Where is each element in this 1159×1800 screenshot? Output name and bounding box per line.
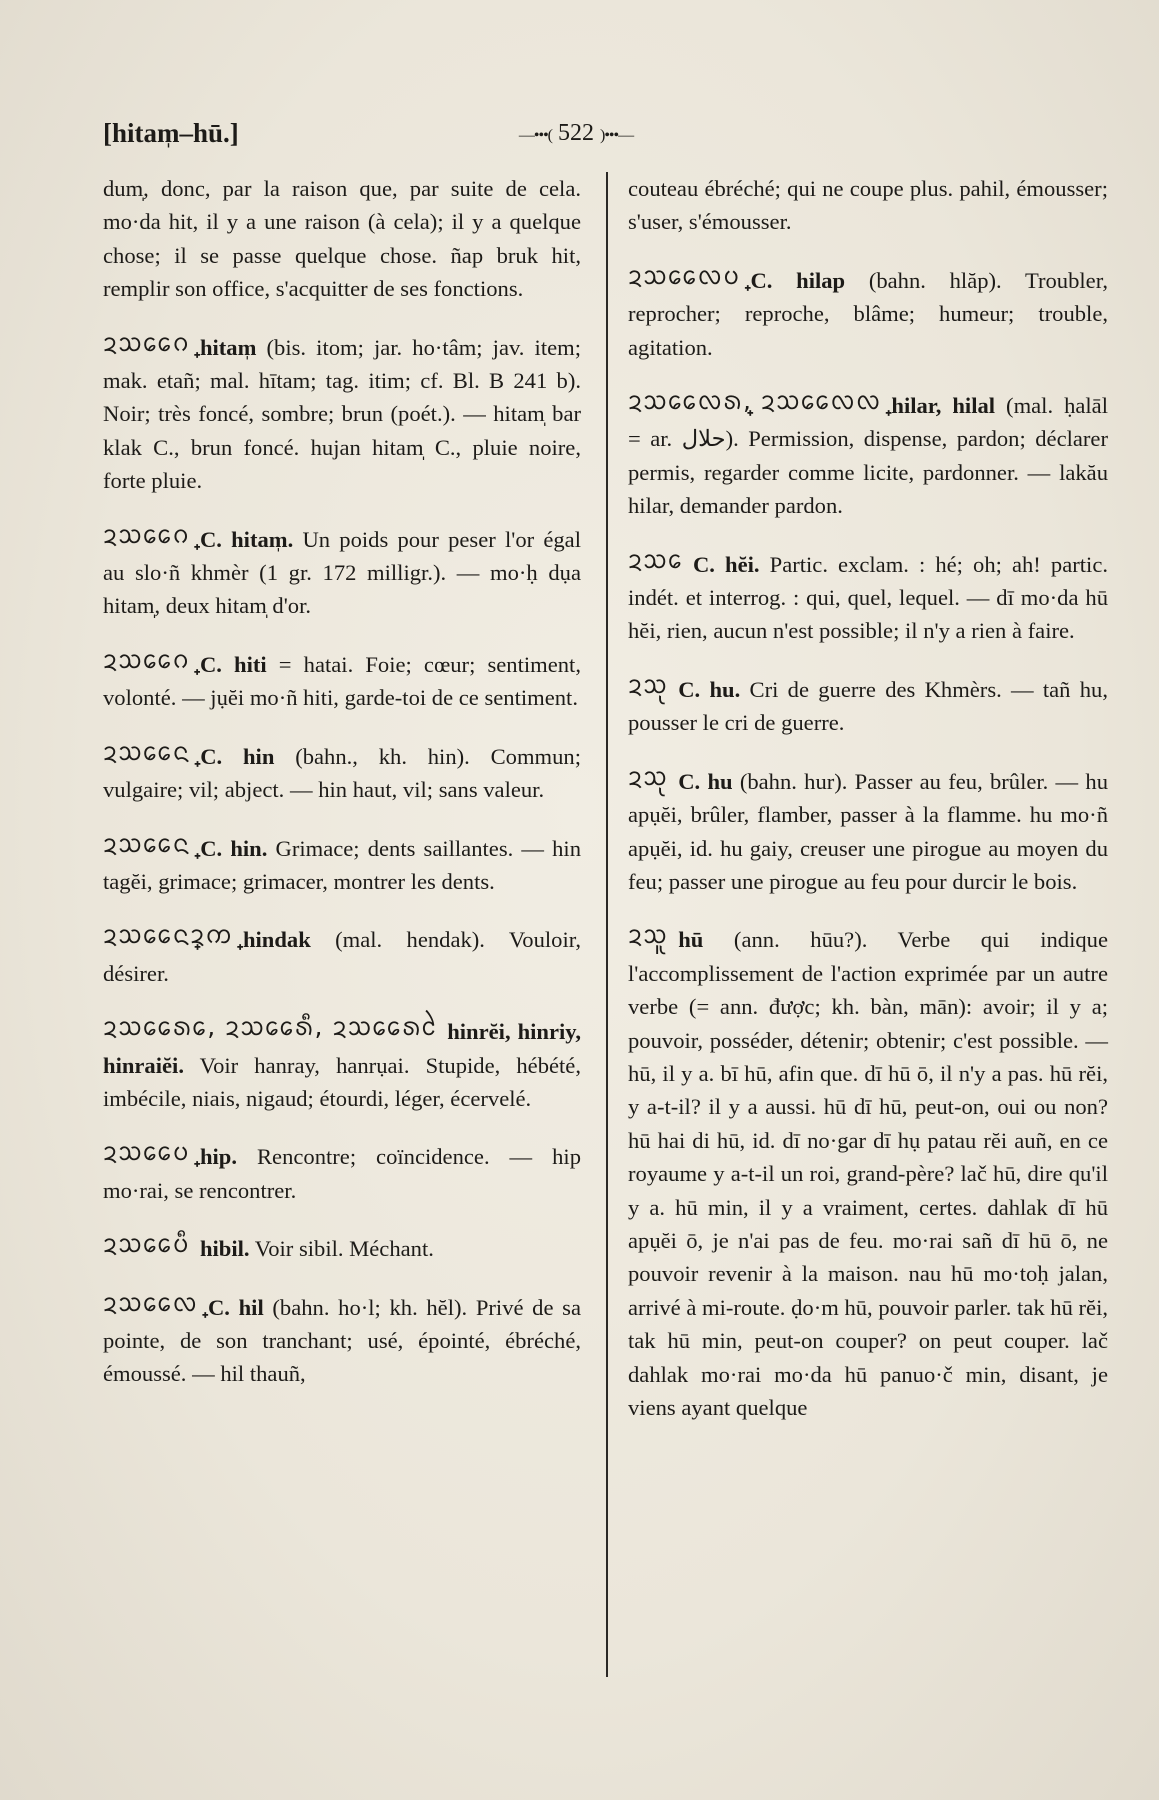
headword: C. hil [207, 1294, 264, 1320]
headword: C. hu. [678, 676, 741, 702]
cham-script-headword: ᨯᩈᩩ [628, 669, 669, 699]
entry-definition: Rencontre; coïncidence. — hip mo·rai, se rencontrer. [103, 1144, 581, 1203]
cham-script-headword: ᨯᩈᩯᨣ᩠ [103, 644, 190, 674]
cham-script-headword: ᨯᩈᩯᩃᩁ᩠, ᨯᩈᩯᩃᩃ᩠ [628, 386, 882, 416]
headword: C. hilap [750, 267, 846, 293]
cham-script-headword: ᨯᩈᩯᩁᩮ, ᨯᩈᩯᩁᩥ, ᨯᩈᩯᩁᩱ [103, 1012, 438, 1042]
headword: C. hitam̩. [199, 526, 294, 552]
cham-script-headword: ᨯᩈᩯᨶ᩠ [103, 736, 191, 766]
entry-definition: Partic. exclam. : hé; oh; ah! partic. indét. et interrog. : qui, quel, lequel. — dī mo·da hū hĕi, rien, aucun n'est possible; il n'y a rien à faire. [628, 551, 1108, 644]
headword: hū [678, 927, 704, 953]
entry-definition: (bahn. hlăp). Troubler, reprocher; reproche, blâme; humeur; trouble, agitation. [628, 267, 1108, 360]
dictionary-entry [628, 922, 1108, 1424]
headword: C. hin. [200, 835, 268, 861]
entry-definition: Voir hanray, hanrụai. Stupide, hébété, imbécile, niais, nigaud; étourdi, léger, écervelé. [103, 1052, 581, 1111]
dictionary-entry [103, 519, 581, 623]
cham-script-headword: ᨯᩈᩯᨶ᩠ᨯᨠ᩠ [103, 920, 233, 950]
dictionary-entry [103, 736, 581, 807]
entry-definition: (mal. ḥalāl = ar. حلال). Permission, dispense, pardon; déclarer permis, regarder comme licite, pardonner. — lakău hilar, demander pardon. [628, 393, 1108, 519]
dictionary-entry [628, 669, 1108, 740]
left-column [103, 172, 581, 1415]
ornament-right: )•••— [600, 127, 634, 144]
headword: C. hĕi. [692, 551, 760, 577]
dictionary-entry [103, 644, 581, 715]
dictionary-entry [103, 1287, 581, 1391]
headword: C. hiti [199, 651, 267, 677]
cham-script-headword: ᨯᩈᩯᨶ᩠ [103, 828, 191, 858]
headword: C. hu [678, 768, 733, 794]
entry-definition: (bahn., kh. hin). Commun; vulgaire; vil; abject. — hin haut, vil; sans valeur. [103, 743, 581, 803]
dictionary-entry [628, 544, 1108, 648]
cham-script-headword: ᨯᩈᩯᩃ᩠ [103, 1287, 198, 1317]
entry-definition: couteau ébréché; qui ne coupe plus. pahil, émousser; s'user, s'émousser. [628, 176, 1108, 235]
entry-definition: Grimace; dents saillantes. — hin tagĕi, grimace; grimacer, montrer les dents. [103, 835, 581, 894]
headword: hinrĕi, hinriy, hinraiĕi. [103, 1019, 581, 1078]
running-head: [hitam̩–hū.] [103, 118, 239, 148]
dictionary-entry [103, 172, 581, 306]
headword: hibil. [199, 1236, 250, 1262]
cham-script-headword: ᨯᩈᩩ [628, 761, 669, 791]
dictionary-entry [103, 1139, 581, 1207]
headword: hindak [242, 927, 311, 953]
entry-definition: Voir sibil. Méchant. [249, 1236, 434, 1262]
dictionary-entry [103, 922, 581, 990]
entry-definition: Cri de guerre des Khmèrs. — tañ hu, pousser le cri de guerre. [628, 676, 1108, 736]
cham-script-headword: ᨯᩈᩪ [628, 920, 669, 950]
entry-definition: dum̩, donc, par la raison que, par suite de cela. mo·da hit, il y a une raison (à cela); il y a quelque chose; il se passe quelque chose. ñap bruk hit, remplir son office, s'acquitter de ses fonctions. [103, 176, 581, 302]
page-number-line [103, 120, 1049, 147]
cham-script-headword: ᨯᩈᩯᨷᩥ [103, 1229, 190, 1259]
headword: hitam̩ [199, 334, 257, 360]
column-divider [606, 172, 608, 1677]
cham-script-headword: ᨯᩈᩯᨣ᩠ [103, 327, 190, 357]
dictionary-entry [628, 761, 1108, 899]
cham-script-headword: ᨯᩈᩯᨷ᩠ [103, 1137, 190, 1167]
headword: hip. [199, 1144, 237, 1170]
entry-definition: (bis. itom; jar. ho·tâm; jav. item; mak. etañ; mal. hītam; tag. itim; cf. Bl. B 241 b). Noir; très foncé, sombre; brun (poét.). — hitam̩ bar klak C., brun foncé. hujan hitam̩ C., pluie noire, forte pluie. [103, 334, 581, 494]
page-number: 522 [558, 120, 594, 146]
headword: C. hin [200, 743, 275, 769]
entry-definition: (ann. hūu?). Verbe qui indique l'accomplissement de l'action exprimée par un autre verbe (= ann. được; kh. bàn, mān): avoir; il y a; pouvoir, posséder, détenir; obtenir; c'est possible. — hū, il y a. bī hū, afin que. dī hū ō, il n'y a pas. hū rĕi, y a-t-il? il y a aussi. hū dī hū, peut-on, oui ou non? hū hai di hū, id. dī no·gar dī hụ patau rĕi auñ, en ce royaume y a-t-il un roi, grand-père? lač hū, dire qu'il y a. hū min, il y a vraiment, certes. dahlak dī hū apụĕi ō, je n'ai pas de feu. mo·rai sañ dī hū ō, ne pouvoir revenir à la maison. nau hū mo·toḥ jalan, arrivé à mi-route. ḍo·m hū, pouvoir parler. tak hū rĕi, tak hū min, peut-on couper? on peut couper. lač dahlak mo·rai mo·da hū panuo·č min, disant, je viens ayant quelque [628, 927, 1108, 1420]
ornament-left: —•••( [518, 127, 552, 144]
dictionary-entry [628, 172, 1108, 239]
entry-definition: (bahn. hur). Passer au feu, brûler. — hu apụĕi, brûler, flamber, passer à la flamme. hu mo·ñ apụĕi, id. hu gaiy, creuser une pirogue au moyen du feu; passer une pirogue au feu pour durcir le bois. [628, 768, 1108, 894]
dictionary-entry [628, 260, 1108, 364]
entry-definition: (bahn. ho·l; kh. hĕl). Privé de sa pointe, de son tranchant; usé, épointé, ébréché, émoussé. — hil thauñ, [103, 1294, 581, 1387]
cham-script-headword: ᨯᩈᩮ [628, 544, 683, 574]
dictionary-entry [103, 1231, 581, 1265]
dictionary-entry [103, 1014, 581, 1115]
dictionary-entry [628, 388, 1108, 523]
right-column [628, 172, 1108, 1448]
dictionary-entry [103, 327, 581, 498]
entry-definition: (mal. hendak). Vouloir, désirer. [103, 927, 581, 986]
entry-definition: = hatai. Foie; cœur; sentiment, volonté. — jụĕi mo·ñ hiti, garde-toi de ce sentiment. [103, 651, 581, 711]
cham-script-headword: ᨯᩈᩯᨣ᩠ [103, 519, 190, 549]
dictionary-entry [103, 828, 581, 899]
entry-definition: Un poids pour peser l'or égal au slo·ñ khmèr (1 gr. 172 milligr.). — mo·ḥ dụa hitam̩, deux hitam̩ d'or. [103, 526, 581, 619]
headword: hilar, hilal [891, 393, 996, 419]
cham-script-headword: ᨯᩈᩯᩃᨷ᩠ [628, 260, 741, 290]
page-header [103, 118, 1049, 162]
